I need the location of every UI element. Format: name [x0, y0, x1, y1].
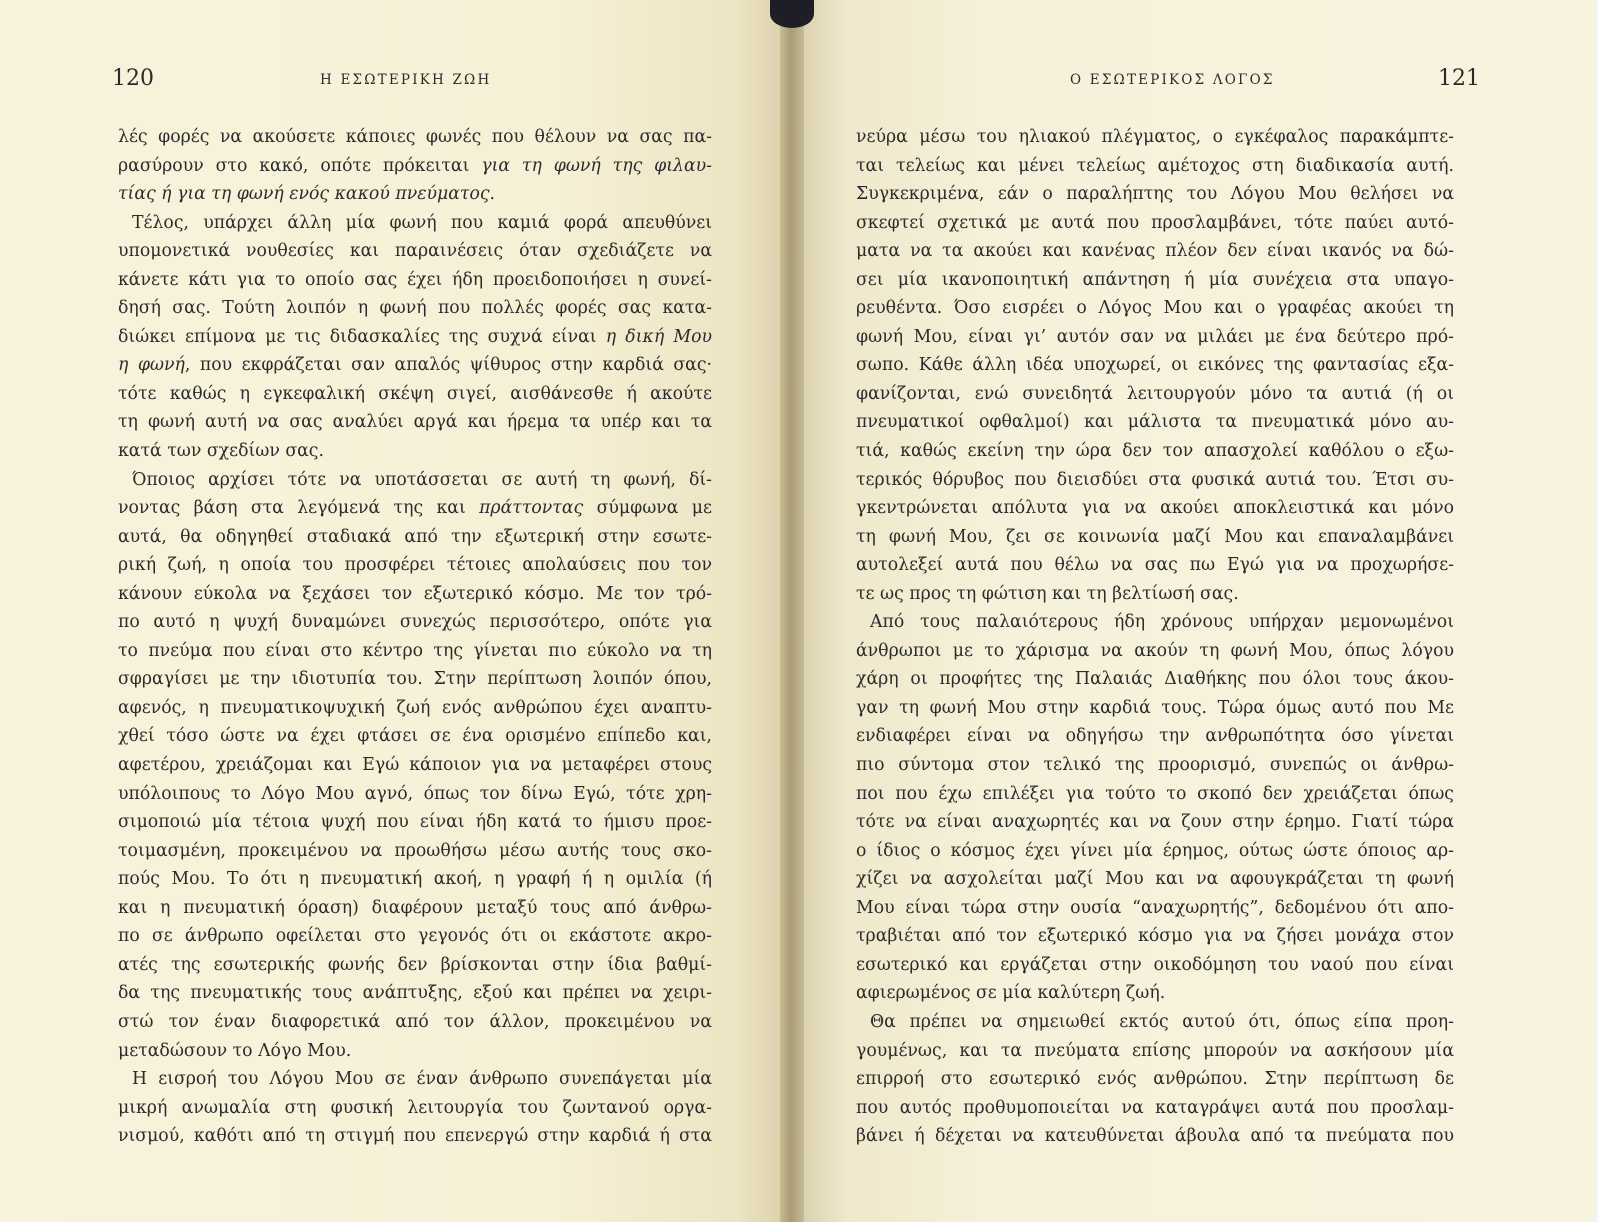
- text-line: άνθρωποι με το χάρισμα να ακούν τη φωνή Μου, όπως λόγου: [856, 640, 1454, 661]
- text-line: το πνεύμα που είναι στο κέντρο της γίνεται πιο εύκολο να τη: [118, 640, 712, 661]
- page-edge: [1594, 0, 1600, 1222]
- italic-text: πράττοντας: [479, 498, 584, 519]
- italic-text: η φωνή: [118, 355, 185, 376]
- text-line: γαν τη φωνή Μου στην καρδιά τους. Τώρα όμως αυτό που Με: [856, 697, 1454, 718]
- text-line: τοιμασμένη, προκειμένου να προωθήσω μέσω αυτής τους σκο-: [118, 840, 712, 861]
- right-page-text: [856, 123, 1454, 1151]
- text-line: υπόλοιπους το Λόγο Μου αγνό, όπως τον δίνω Εγώ, τότε χρη-: [118, 783, 712, 804]
- text-line: τότε να είναι αναχωρητές και να ζουν στην έρημο. Γιατί τώρα: [856, 812, 1454, 833]
- text-line: στώ τον έναν διαφορετικά από τον άλλον, προκειμένου να: [118, 1011, 712, 1032]
- text-line: φωνή Μου, είναι γι’ αυτόν σαν να μιλάει με ένα δεύτερο πρό-: [856, 326, 1454, 347]
- text-line: σφραγίσει με την ιδιοτυπία του. Στην περίπτωση λοιπόν όπου,: [118, 669, 712, 690]
- text-segment: .: [489, 184, 496, 205]
- italic-text: για τη φωνή της φιλαυ-: [481, 155, 712, 176]
- italic-text: η δική Μου: [605, 326, 712, 347]
- text-line: αφενός, η πνευματικοψυχική ζωή ενός ανθρώπου έχει αναπτυ-: [118, 697, 712, 718]
- text-line: κάνουν εύκολα να ξεχάσει τον εξωτερικό κόσμο. Με τον τρό-: [118, 583, 712, 604]
- text-line: ενδιαφέρει είναι να οδηγήσω την ανθρωπότητα όσο γίνεται: [856, 726, 1454, 747]
- text-line: κάνετε κάτι για το οποίο σας έχει ήδη προειδοποιήσει η συνεί-: [118, 269, 712, 290]
- text-line: ρευθέντα. Όσο εισρέει ο Λόγος Μου και ο γραφέας ακούει τη: [856, 298, 1454, 319]
- text-segment: ρασύρουν στο κακό, οπότε πρόκειται: [118, 155, 482, 176]
- text-line: δα της πνευματικής τους ανάπτυξης, εξού και πρέπει να χειρι-: [118, 983, 712, 1004]
- text-line: γουμένως, και τα πνεύματα επίσης μπορούν να ασκήσουν μία: [856, 1040, 1454, 1061]
- text-line: τιά, καθώς εκείνη την ώρα δεν τον απασχολεί καθόλου ο εξω-: [856, 441, 1454, 462]
- text-line: τη φωνή Μου, ζει σε κοινωνία μαζί Μου και επαναλαμβάνει: [856, 526, 1454, 547]
- text-line: πο αυτό η ψυχή δυναμώνει συνεχώς περισσότερο, οπότε για: [118, 612, 712, 633]
- text-segment: , που εκφράζεται σαν απαλός ψίθυρος στην καρδιά σας·: [184, 355, 712, 376]
- text-line: νεύρα μέσω του ηλιακού πλέγματος, ο εγκέφαλος παρακάμπτε-: [856, 127, 1454, 147]
- left-page-text: [118, 123, 712, 1151]
- text-line: [118, 351, 712, 380]
- text-line: σωπο. Κάθε άλλη ιδέα υποχωρεί, οι εικόνες της φαντασίας εξα-: [856, 355, 1454, 376]
- text-segment: διώκει επίμονα με τις διδασκαλίες της συχνά είναι: [118, 326, 606, 347]
- text-segment: σύμφωνα με: [583, 498, 712, 519]
- text-line: αυτολεξεί αυτά που θέλω να σας πω Εγώ για να προχωρήσε-: [856, 555, 1454, 576]
- text-line: ται τελείως και μένει τελείως αμέτοχος στη διαδικασία αυτή.: [856, 155, 1454, 176]
- text-line: πο σε άνθρωπο οφείλεται στο γεγονός ότι οι εκάστοτε ακρο-: [118, 926, 712, 947]
- text-line: Τέλος, υπάρχει άλλη μία φωνή που καμιά φορά απευθύνει: [132, 212, 712, 233]
- text-line: υπομονετικά νουθεσίες και παραινέσεις όταν σχεδιάζετε να: [118, 241, 712, 262]
- text-line: μεταδώσουν το Λόγο Μου.: [118, 1040, 352, 1061]
- text-line: χθεί τόσο ώστε να έχει φτάσει σε ένα ορισμένο επίπεδο και,: [118, 726, 712, 747]
- text-line: σκεφτεί σχετικά με αυτά που προσλαμβάνει, τότε παύει αυτό-: [856, 212, 1454, 233]
- text-line: πνευματικοί οφθαλμοί) και μάλιστα τα πνευματικά μόνο αυ-: [856, 412, 1454, 433]
- book-gutter: [780, 0, 804, 1222]
- scan-background-notch: [770, 0, 814, 28]
- text-line: [118, 323, 712, 352]
- text-line: αφετέρου, χρειάζομαι και Εγώ κάποιον για να μεταφέρει στους: [118, 755, 712, 776]
- right-page-header: [800, 66, 1600, 94]
- text-line: [118, 494, 712, 523]
- text-line: πιο σύντομα στον τελικό της προορισμό, συνεπώς οι άνθρω-: [856, 755, 1454, 776]
- text-line: δησή σας. Τούτη λοιπόν η φωνή που πολλές φορές σας κατα-: [118, 298, 712, 319]
- text-line: τε ως προς τη φώτιση και τη βελτίωσή σας.: [856, 583, 1239, 604]
- text-line: ρική ζωή, η οποία του προσφέρει τέτοιες απολαύσεις που τον: [118, 555, 712, 576]
- text-line: Μου είναι τώρα στην ουσία “αναχωρητής”, δεδομένου ότι απο-: [856, 897, 1454, 918]
- running-title-left: Η ΕΣΩΤΕΡΙΚΗ ΖΩΗ: [320, 72, 492, 88]
- text-line: Θα πρέπει να σημειωθεί εκτός αυτού ότι, όπως είπα προη-: [870, 1011, 1454, 1032]
- text-line: φανίζονται, ενώ συνειδητά λειτουργούν μόνο τα αυτιά (ή οι: [856, 383, 1454, 404]
- text-line: Από τους παλαιότερους ήδη χρόνους υπήρχαν μεμονωμένοι: [870, 612, 1454, 633]
- text-line: γκεντρώνεται απόλυτα για να ακούει αποκλειστικά και μόνο: [856, 498, 1454, 519]
- text-line: νισμού, καθότι από τη στιγμή που επενεργώ στην καρδιά ή στα: [118, 1126, 712, 1147]
- text-line: [118, 180, 712, 209]
- text-segment: νοντας βάση στα λεγόμενά της και: [118, 498, 480, 519]
- running-title-right: Ο ΕΣΩΤΕΡΙΚΟΣ ΛΟΓΟΣ: [1070, 72, 1275, 88]
- text-line: αυτά, θα οδηγηθεί σταδιακά από την εξωτερική στην εσωτε-: [118, 526, 712, 547]
- text-line: μικρή ανωμαλία στη φυσική λειτουργία του ζωντανού οργα-: [118, 1097, 712, 1118]
- left-page-header: [0, 66, 792, 94]
- text-line: λές φορές να ακούσετε κάποιες φωνές που θέλουν να σας πα-: [118, 127, 712, 147]
- text-line: [118, 152, 712, 181]
- page-number-right: 121: [1438, 66, 1480, 91]
- page-number-left: 120: [112, 66, 154, 91]
- text-line: βάνει ή δέχεται να κατευθύνεται άβουλα από τα πνεύματα που: [856, 1126, 1454, 1147]
- text-line: επιρροή στο εσωτερικό ενός ανθρώπου. Στην περίπτωση δε: [856, 1069, 1454, 1090]
- text-line: ματα να τα ακούει και κανένας πλέον δεν είναι ικανός να δώ-: [856, 241, 1454, 262]
- text-line: ο ίδιος ο κόσμος έχει γίνει μία έρημος, ούτως ώστε όποιος αρ-: [856, 840, 1454, 861]
- text-line: τότε καθώς η εγκεφαλική σκέψη σιγεί, αισθάνεσθε ή ακούτε: [118, 383, 712, 404]
- text-line: Συγκεκριμένα, εάν ο παραλήπτης του Λόγου Μου θελήσει να: [856, 184, 1454, 205]
- text-line: χάρη οι προφήτες της Παλαιάς Διαθήκης που όλοι τους άκου-: [856, 669, 1454, 690]
- text-line: τραβιέται από τον εξωτερικό κόσμο για να ζήσει μονάχα στον: [856, 926, 1454, 947]
- text-line: εσωτερικό και εργάζεται στην οικοδόμηση του ναού που είναι: [856, 954, 1454, 975]
- italic-text: τίας ή για τη φωνή ενός κακού πνεύματος: [118, 184, 490, 205]
- text-line: τη φωνή αυτή να σας αναλύει αργά και ήρεμα τα υπέρ και τα: [118, 412, 712, 433]
- text-line: τερικός θόρυβος που διεισδύει στα φυσικά αυτιά του. Έτσι συ-: [856, 469, 1454, 490]
- text-line: ατές της εσωτερικής φωνής δεν βρίσκονται στην ίδια βαθμί-: [118, 954, 712, 975]
- text-line: αφιερωμένος σε μία καλύτερη ζωή.: [856, 983, 1166, 1004]
- text-line: ποι που έχω επιλέξει για τούτο το σκοπό δεν χρειάζεται όπως: [856, 783, 1454, 804]
- text-line: σει μία ικανοποιητική απάντηση ή μία συνέχεια στα υπαγο-: [856, 269, 1454, 290]
- text-line: πούς Μου. Το ότι η πνευματική ακοή, η γραφή ή η ομιλία (ή: [118, 869, 712, 890]
- text-line: σιμοποιώ μία τέτοια ψυχή που είναι ήδη κατά το ήμισυ προε-: [118, 812, 712, 833]
- text-line: κατά των σχεδίων σας.: [118, 441, 324, 462]
- text-line: Όποιος αρχίσει τότε να υποτάσσεται σε αυτή τη φωνή, δί-: [132, 469, 712, 490]
- text-line: που αυτός προθυμοποιείται να καταγράψει αυτά που προσλαμ-: [856, 1097, 1454, 1118]
- text-line: και η πνευματική όραση) διαφέρουν μεταξύ τους από άνθρω-: [118, 897, 712, 918]
- text-line: χίζει να ασχολείται μαζί Μου και να αφουγκράζεται τη φωνή: [856, 869, 1454, 890]
- text-line: Η εισροή του Λόγου Μου σε έναν άνθρωπο συνεπάγεται μία: [132, 1069, 712, 1090]
